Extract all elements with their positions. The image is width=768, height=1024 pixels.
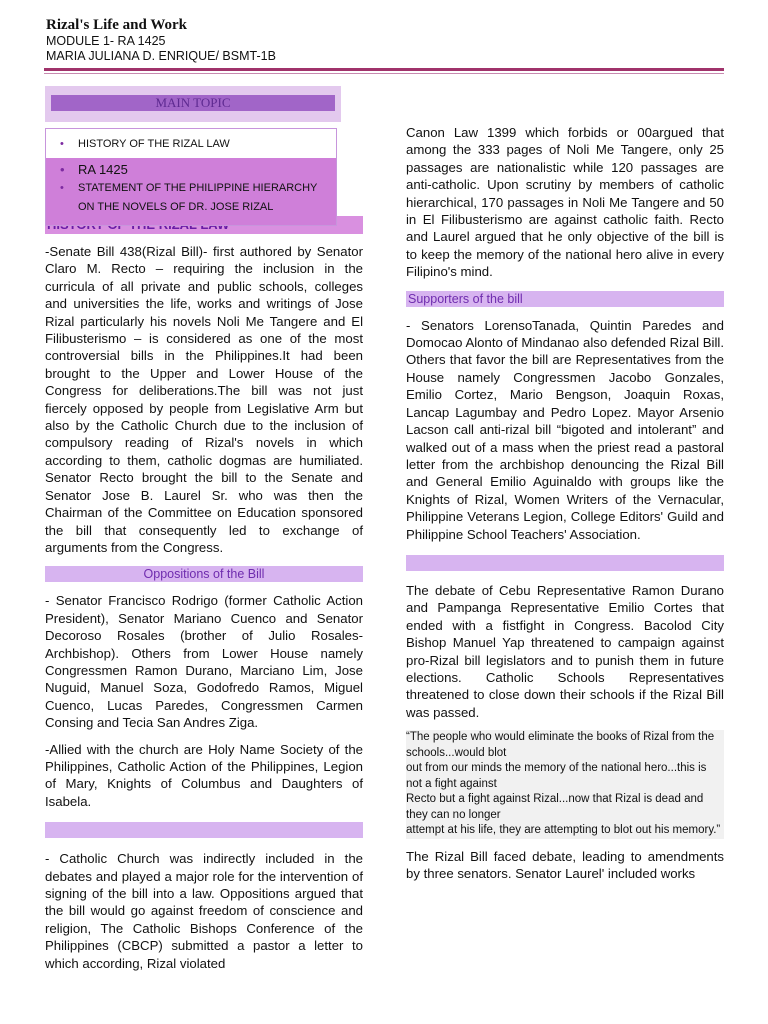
oppositions-paragraph: - Senator Francisco Rodrigo (former Catholic Action President), Senator Mariano Cuenco and Senator Decoroso Rosales (brother of Julio Rosales-Archbishop). Others from Lower House namely Congressmen Ramon Durano, Marciano Lim, Jose Nuguid, Manuel Soza, Godofredo Ramos, Miguel Cuenco, Lucas Paredes, Congressmen Carmen Consing and Tecia San Andres Ziga.	[45, 593, 363, 731]
main-topic-box	[45, 86, 341, 122]
empty-section-band	[406, 555, 724, 571]
author-label: MARIA JULIANA D. ENRIQUE/ BSMT-1B	[46, 49, 276, 63]
topic-item: • STATEMENT OF THE PHILIPPINE HIERARCHY ON THE NOVELS OF DR. JOSE RIZAL	[56, 179, 336, 217]
header-rule	[44, 68, 724, 71]
bullet-icon: •	[60, 182, 64, 194]
header-rule-thin	[44, 73, 724, 74]
quote-line: Recto but a fight against Rizal...now that Rizal is dead and they can no longer	[406, 792, 724, 823]
module-label: MODULE 1- RA 1425	[46, 34, 166, 48]
quote-line: “The people who would eliminate the books of Rizal from the schools...would blot	[406, 730, 724, 761]
empty-section-band	[45, 822, 363, 838]
canon-paragraph: Canon Law 1399 which forbids or 00argued that among the 333 pages of Noli Me Tangere, only 25 passages are nationalistic while 120 passages are anti-catholic. Upon scrutiny by members of catholic hierarchical, 170 passages in Noli Me Tangere and 50 in El Filibusterismo are against catholic faith. Recto and Laurel argued that he only objective of the bill is to keep the memory of the national hero alive in every Filipino's mind.	[406, 125, 724, 280]
supporters-heading: Supporters of the bill	[406, 291, 724, 307]
bullet-icon: •	[60, 162, 65, 177]
church-paragraph: - Catholic Church was indirectly included in the debates and played a major role for the intervention of signing of the bill into a law. Oppositions argued that the bill would go against freedom of conscience and religion, The Catholic Bishops Conference of the Philippines (CBCP) submitted a pastor a letter to which according, Rizal violated	[45, 851, 363, 971]
rizal-quote	[406, 730, 724, 839]
right-column	[406, 124, 724, 883]
topic-list	[45, 128, 337, 226]
final-paragraph: The Rizal Bill faced debate, leading to amendments by three senators. Senator Laurel' included works	[406, 848, 724, 882]
supporters-paragraph: - Senators LorensoTanada, Quintin Paredes and Domocao Alonto of Mindanao also defended Rizal Bill. Others that favor the bill are Representatives from the House namely Congressmen Jacobo Gonzales, Emilio Cortez, Mario Bengson, Joaquin Roxas, Lancap Lagumbay and Pedro Lopez. Mayor Arsenio Lacson call anti-rizal bill “bigoted and intolerant” and walked out of a mass when the priest read a pastoral letter from the archbishop denouncing the Rizal Bill and General Emilio Aguinaldo with groups like the Knights of Rizal, Women Writers of the Vernacular, Philippine Veterans Legion, College Editors' Guild and Philippine School Teachers' Association.	[406, 317, 724, 542]
document-title: Rizal's Life and Work	[46, 17, 187, 33]
topic-item: • RA 1425	[60, 162, 128, 177]
quote-line: out from our minds the memory of the national hero...this is not a fight against	[406, 761, 724, 792]
oppositions-heading: Oppositions of the Bill	[45, 566, 363, 582]
history-paragraph: -Senate Bill 438(Rizal Bill)- first authored by Senator Claro M. Recto – requiring the inclusion in the curricula of all private and public schools, colleges and universities the life, works and writings of Jose Rizal particularly his novels Noli Me Tangere and El Filibusterismo – is considered as one of the most controversial bills in the Philippines.It had been brought to the Upper and Lower House of the Congress for deliberations.The bill was not just fiercely opposed by people from Legislative Arm but also by the Catholic Church due to the inclusion of compulsory reading of Rizal's novels in which according to them, catholic dogmas are humiliated. Senator Recto brought the bill to the Senate and Senator Jose B. Laurel Sr. who was then the Chairman of the Committee on Education sponsored the bill that consequently led to exchange of arguments from the Congress.	[45, 244, 363, 555]
quote-line: attempt at his life, they are attempting to blot out his memory.”	[406, 823, 724, 839]
allies-paragraph: -Allied with the church are Holy Name Society of the Philippines, Catholic Action of the Philippines, Legion of Mary, Knights of Columbus and Daughters of Isabela.	[45, 741, 363, 809]
debate-paragraph: The debate of Cebu Representative Ramon Durano and Pampanga Representative Emilio Cortes that ended with a fistfight in Congress. Bacolod City Bishop Manuel Yap threatened to campaign against pro-Rizal bill legislators and to punish them in future elections. Catholic Schools Representatives threatened to close down their schools if the Rizal Bill was passed.	[406, 582, 724, 720]
main-topic-label: MAIN TOPIC	[51, 95, 335, 111]
bullet-icon: •	[60, 138, 64, 150]
document-header	[46, 16, 726, 64]
topic-item: • HISTORY OF THE RIZAL LAW	[56, 135, 336, 154]
left-column	[45, 86, 363, 972]
